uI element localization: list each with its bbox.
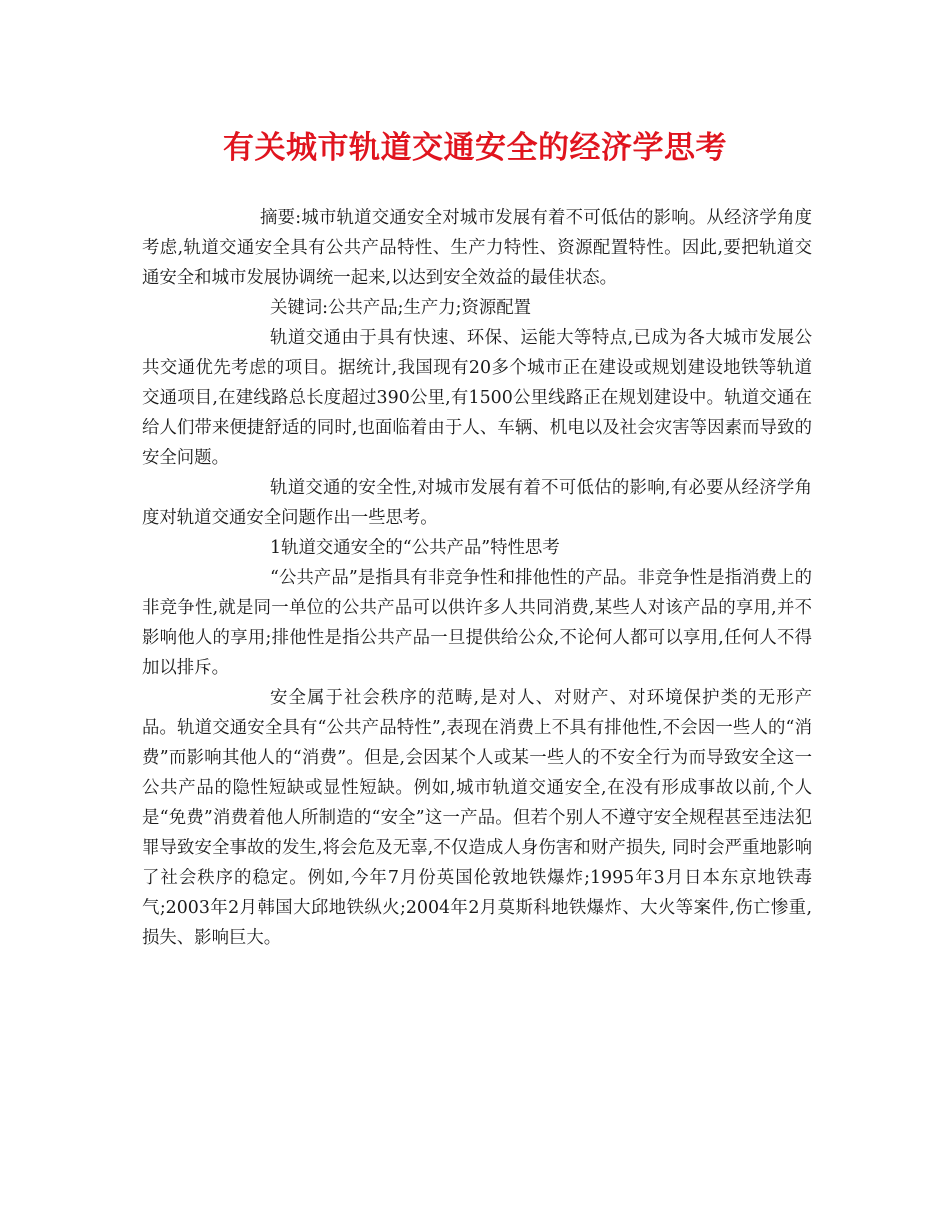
- body-paragraph-2: 轨道交通的安全性,对城市发展有着不可低估的影响,有必要从经济学角度对轨道交通安全问题作出一些思考。: [142, 478, 812, 528]
- abstract-paragraph: 摘要:城市轨道交通安全对城市发展有着不可低估的影响。从经济学角度考虑,轨道交通安全具有公共产品特性、生产力特性、资源配置特性。因此,要把轨道交通安全和城市发展协调统一起来,以达到安全效益的最佳状态。: [142, 208, 812, 288]
- document-body: [142, 203, 812, 953]
- section-heading-1: 1轨道交通安全的“公共产品”特性思考: [270, 538, 560, 558]
- keywords-line: 关键词:公共产品;生产力;资源配置: [270, 298, 532, 318]
- body-paragraph-1: 轨道交通由于具有快速、环保、运能大等特点,已成为各大城市发展公共交通优先考虑的项目。据统计,我国现有20多个城市正在建设或规划建设地铁等轨道交通项目,在建线路总长度超过390公里,有1500公里线路正在规划建设中。轨道交通在给人们带来便捷舒适的同时,也面临着由于人、车辆、机电以及社会灾害等因素而导致的安全问题。: [142, 328, 812, 468]
- body-paragraph-3: “公共产品”是指具有非竞争性和排他性的产品。非竞争性是指消费上的非竞争性,就是同一单位的公共产品可以供许多人共同消费,某些人对该产品的享用,并不影响他人的享用;排他性是指公共产品一旦提供给公众,不论何人都可以享用,任何人不得加以排斥。: [142, 568, 812, 678]
- document-title: 有关城市轨道交通安全的经济学思考: [223, 130, 727, 166]
- body-paragraph-4: 安全属于社会秩序的范畴,是对人、对财产、对环境保护类的无形产品。轨道交通安全具有“公共产品特性”,表现在消费上不具有排他性,不会因一些人的“消费”而影响其他人的“消费”。但是,会因某个人或某一些人的不安全行为而导致安全这一公共产品的隐性短缺或显性短缺。例如,城市轨道交通安全,在没有形成事故以前,个人是“免费”消费着他人所制造的“安全”这一产品。但若个别人不遵守安全规程甚至违法犯罪导致安全事故的发生,将会危及无辜,不仅造成人身伤害和财产损失, 同时会严重地影响了社会秩序的稳定。例如,今年7月份英国伦敦地铁爆炸;1995年3月日本东京地铁毒气;2003年2月韩国大邱地铁纵火;2004年2月莫斯科地铁爆炸、大火等案件,伤亡惨重,损失、影响巨大。: [142, 688, 812, 948]
